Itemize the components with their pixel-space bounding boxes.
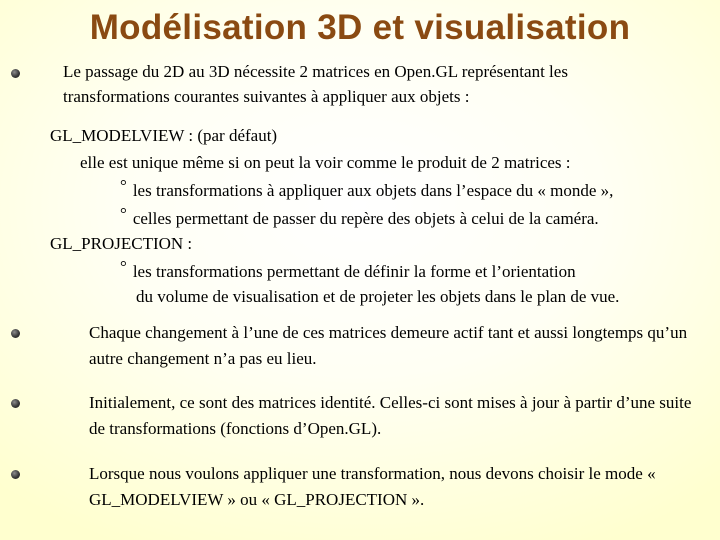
bullet-text-2: Initialement, ce sont des matrices identité. Celles-ci sont mises à jour à partir d’une suite de transformations (fonctions d’Open.GL). bbox=[89, 393, 692, 438]
degree-marker-icon: ° bbox=[120, 176, 127, 195]
modelview-sub-text-2: celles permettant de passer du repère des objets à celui de la caméra. bbox=[132, 209, 599, 228]
projection-heading: GL_PROJECTION : bbox=[50, 234, 193, 253]
projection-sub-text-1: les transformations permettant de définir la forme et l’orientation bbox=[132, 262, 576, 281]
bullet-text-3: Lorsque nous voulons appliquer une transformation, nous devons choisir le mode « GL_MODELVIEW » ou « GL_PROJECTION ». bbox=[89, 464, 656, 509]
bullet-icon bbox=[11, 69, 20, 78]
bullet-icon bbox=[11, 329, 20, 338]
intro-line-1: Le passage du 2D au 3D nécessite 2 matrices en Open.GL représentant les bbox=[63, 62, 568, 81]
bullet-text-1: Chaque changement à l’une de ces matrices demeure actif tant et aussi longtemps qu’un autre changement n’a pas eu lieu. bbox=[89, 323, 688, 368]
degree-marker-icon: ° bbox=[120, 204, 127, 223]
bullet-icon bbox=[11, 399, 20, 408]
projection-sub-text-2: du volume de visualisation et de projeter les objets dans le plan de vue. bbox=[136, 287, 620, 306]
modelview-sub-item-2 bbox=[120, 204, 599, 230]
modelview-heading: GL_MODELVIEW : (par défaut) bbox=[50, 126, 278, 145]
intro-line-2: transformations courantes suivantes à appliquer aux objets : bbox=[63, 87, 470, 106]
degree-marker-icon: ° bbox=[120, 257, 127, 276]
projection-sub-item-1 bbox=[120, 257, 576, 283]
modelview-description: elle est unique même si on peut la voir comme le produit de 2 matrices : bbox=[80, 153, 571, 172]
bullet-icon bbox=[11, 470, 20, 479]
slide-title: Modélisation 3D et visualisation bbox=[89, 8, 631, 47]
modelview-sub-text-1: les transformations à appliquer aux objets dans l’espace du « monde », bbox=[132, 181, 614, 200]
modelview-sub-item-1 bbox=[120, 176, 614, 202]
